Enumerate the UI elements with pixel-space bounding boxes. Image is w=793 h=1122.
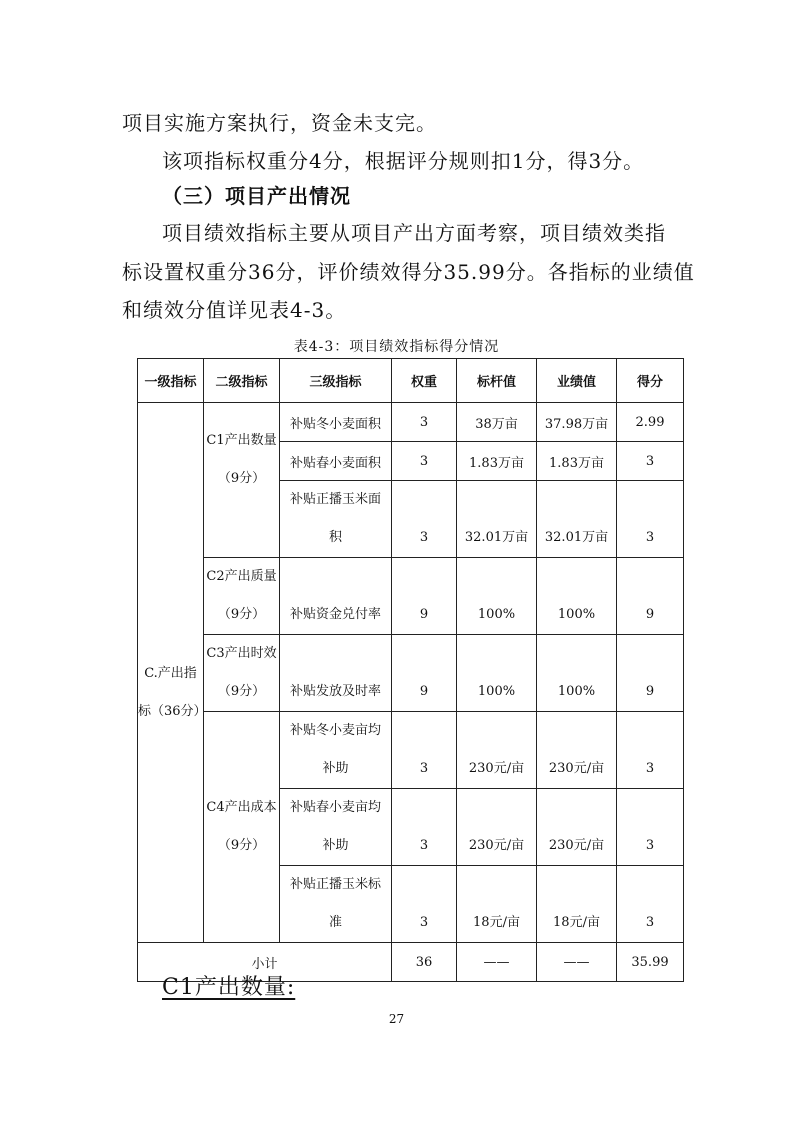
group-c2 (204, 558, 280, 635)
benchmark-value: 230元/亩 (468, 761, 525, 776)
weight-cell (392, 481, 457, 558)
level3-value: 补贴资金兑付率 (289, 607, 381, 622)
group-c4-line1: C4产出成本 (206, 800, 277, 815)
score-value: 9 (645, 607, 655, 622)
level3-cell (280, 789, 392, 866)
benchmark-cell (457, 789, 537, 866)
actual-value: 18元/亩 (553, 915, 600, 930)
header-level3: 三级指标 (280, 359, 392, 403)
weight-value: 3 (419, 915, 429, 930)
level3-cell (280, 866, 392, 943)
header-score: 得分 (617, 359, 684, 403)
benchmark-cell: 1.83万亩 (457, 442, 537, 481)
paragraph-line-3: 和绩效分值详见表4-3。 (122, 298, 347, 322)
group-c1-line1: C1产出数量 (206, 433, 277, 448)
level3-line1: 补贴冬小麦亩均 (289, 723, 381, 738)
performance-table (137, 358, 684, 982)
group-c4 (204, 712, 280, 943)
score-cell (617, 789, 684, 866)
benchmark-value: 230元/亩 (468, 838, 525, 853)
subtotal-label: 小计 (138, 943, 392, 982)
group-c3 (204, 635, 280, 712)
level3-line2: 补助 (322, 838, 349, 853)
body-line-1: 项目实施方案执行，资金未支完。 (122, 111, 437, 135)
actual-cell (537, 558, 617, 635)
actual-cell (537, 712, 617, 789)
benchmark-cell (457, 635, 537, 712)
benchmark-value: 32.01万亩 (464, 530, 529, 545)
weight-value: 9 (419, 684, 429, 699)
benchmark-value: 100% (477, 684, 516, 699)
score-value: 3 (645, 838, 655, 853)
benchmark-value: 18元/亩 (473, 915, 520, 930)
actual-value: 32.01万亩 (544, 530, 609, 545)
score-cell (617, 558, 684, 635)
c1-output-quantity-heading: C1产出数量: (162, 975, 296, 1000)
actual-cell (537, 866, 617, 943)
weight-value: 3 (419, 761, 429, 776)
group-c3-line2: （9分） (217, 684, 266, 699)
weight-cell (392, 712, 457, 789)
level3-cell: 补贴春小麦面积 (280, 442, 392, 481)
page-number: 27 (388, 1012, 405, 1026)
level3-line1: 补贴春小麦亩均 (289, 800, 381, 815)
level3-cell (280, 481, 392, 558)
level3-line1: 补贴正播玉米标 (289, 877, 381, 892)
actual-cell: 1.83万亩 (537, 442, 617, 481)
table-header-row (138, 359, 684, 403)
weight-value: 3 (419, 838, 429, 853)
actual-cell (537, 481, 617, 558)
header-benchmark: 标杆值 (457, 359, 537, 403)
score-value: 3 (645, 530, 655, 545)
weight-cell (392, 789, 457, 866)
subtotal-benchmark: —— (457, 943, 537, 982)
level3-value: 补贴发放及时率 (289, 684, 381, 699)
weight-cell (392, 866, 457, 943)
benchmark-cell: 38万亩 (457, 403, 537, 442)
group-c1 (204, 403, 280, 558)
level3-cell (280, 558, 392, 635)
benchmark-cell (457, 866, 537, 943)
group-c2-line2: （9分） (217, 607, 266, 622)
score-cell: 2.99 (617, 403, 684, 442)
score-value: 3 (645, 761, 655, 776)
score-value: 3 (645, 915, 655, 930)
header-level2: 二级指标 (204, 359, 280, 403)
weight-value: 9 (419, 607, 429, 622)
paragraph-line-1: 项目绩效指标主要从项目产出方面考察，项目绩效类指 (162, 221, 666, 245)
subtotal-weight: 36 (392, 943, 457, 982)
paragraph-line-2: 标设置权重分36分，评价绩效得分35.99分。各指标的业绩值 (122, 260, 695, 284)
group-c2-line1: C2产出质量 (206, 569, 277, 584)
level3-cell: 补贴冬小麦面积 (280, 403, 392, 442)
header-actual: 业绩值 (537, 359, 617, 403)
header-level1: 一级指标 (138, 359, 204, 403)
benchmark-value: 100% (477, 607, 516, 622)
benchmark-cell (457, 558, 537, 635)
actual-cell (537, 789, 617, 866)
score-cell (617, 712, 684, 789)
weight-cell (392, 558, 457, 635)
subtotal-actual: —— (537, 943, 617, 982)
level3-cell (280, 635, 392, 712)
level1-line1: C.产出指 (144, 665, 197, 681)
group-c1-line2: （9分） (217, 471, 266, 486)
body-line-2: 该项指标权重分4分，根据评分规则扣1分，得3分。 (162, 149, 645, 173)
level3-line2: 准 (328, 915, 342, 930)
section-heading: （三）项目产出情况 (162, 184, 351, 208)
level3-cell (280, 712, 392, 789)
benchmark-cell (457, 481, 537, 558)
score-value: 9 (645, 684, 655, 699)
level1-line2: 标（36分） (138, 703, 207, 719)
level3-line2: 补助 (322, 761, 349, 776)
weight-cell (392, 635, 457, 712)
score-cell (617, 866, 684, 943)
group-c3-line1: C3产出时效 (206, 646, 277, 661)
score-cell (617, 635, 684, 712)
level3-line2: 积 (328, 530, 342, 545)
subtotal-score: 35.99 (617, 943, 684, 982)
weight-cell: 3 (392, 403, 457, 442)
score-cell (617, 481, 684, 558)
actual-value: 100% (557, 684, 596, 699)
weight-cell: 3 (392, 442, 457, 481)
header-weight: 权重 (392, 359, 457, 403)
actual-cell (537, 635, 617, 712)
level1-cell (138, 403, 207, 943)
level3-line1: 补贴正播玉米面 (289, 492, 381, 507)
actual-value: 230元/亩 (548, 761, 605, 776)
table-caption: 表4-3：项目绩效指标得分情况 (293, 339, 500, 355)
group-c4-line2: （9分） (217, 838, 266, 853)
actual-value: 230元/亩 (548, 838, 605, 853)
actual-value: 100% (557, 607, 596, 622)
table-row (138, 403, 684, 442)
weight-value: 3 (419, 530, 429, 545)
benchmark-cell (457, 712, 537, 789)
actual-cell: 37.98万亩 (537, 403, 617, 442)
score-cell: 3 (617, 442, 684, 481)
